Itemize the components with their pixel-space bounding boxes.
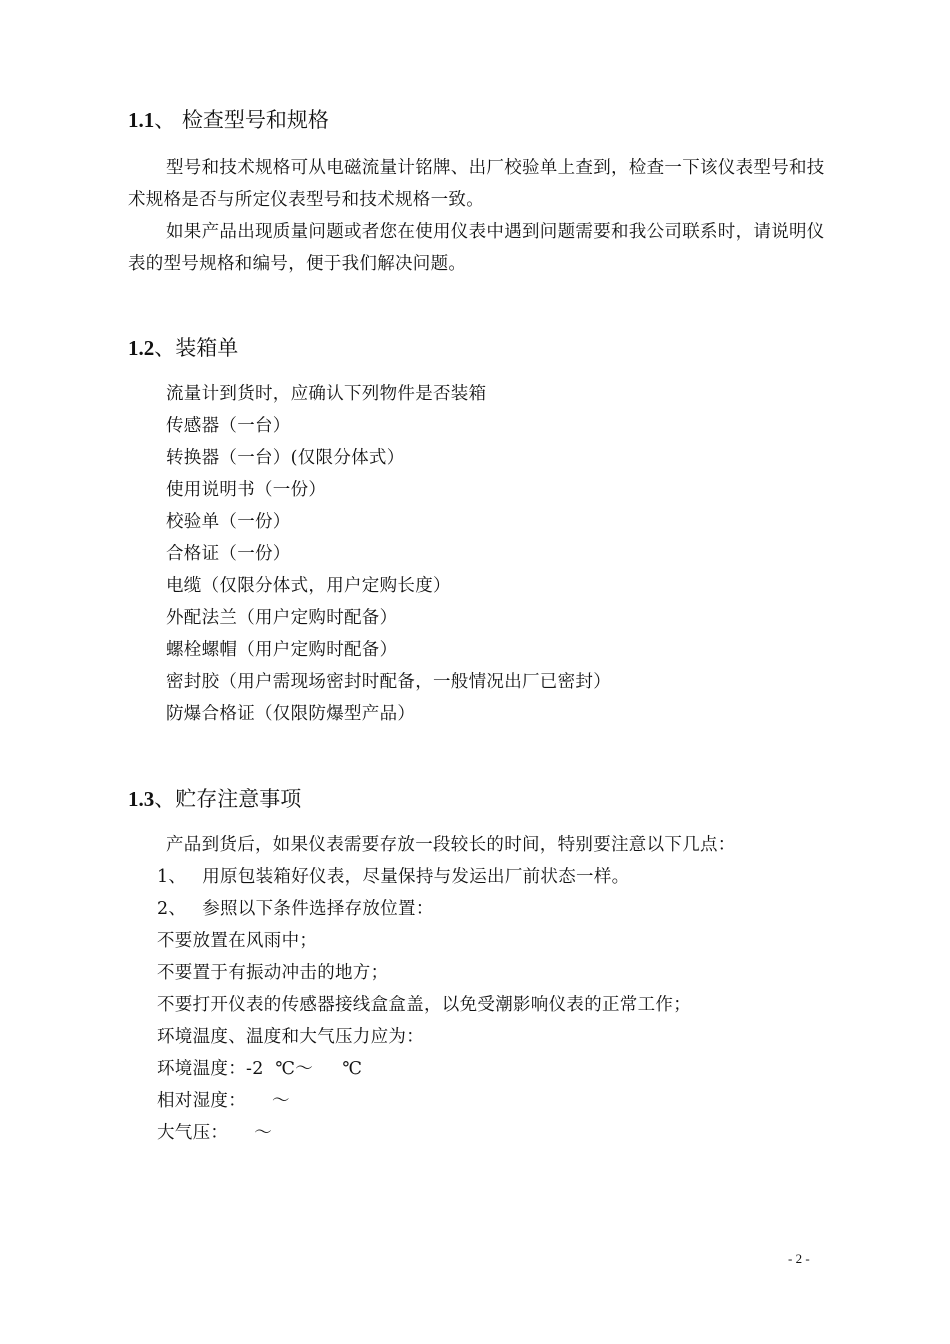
step-number: 2、 (157, 899, 187, 919)
section-1-1-title: 、 检查型号和规格 (154, 108, 329, 132)
storage-condition: 不要置于有振动冲击的地方； (157, 963, 389, 983)
section-1-1-number: 1.1 (128, 108, 155, 132)
env-temperature-label: 环境温度： (157, 1059, 246, 1079)
storage-step-1 (157, 861, 629, 893)
step-text: 用原包装箱好仪表，尽量保持与发运出厂前状态一样。 (202, 867, 630, 887)
storage-intro: 产品到货后，如果仪表需要存放一段较长的时间，特别要注意以下几点： (166, 835, 736, 855)
list-item: 防爆合格证（仅限防爆型产品） (166, 704, 416, 724)
step-number: 1、 (157, 867, 187, 887)
list-item: 螺栓螺帽（用户定购时配备） (166, 640, 398, 660)
env-humidity-value: ～ (272, 1091, 290, 1111)
list-item: 使用说明书（一份） (166, 480, 327, 500)
section-1-1-paragraph-1: 型号和技术规格可从电磁流量计铭牌、出厂校验单上查到，检查一下该仪表型号和技术规格是否与所定仪表型号和技术规格一致。 (128, 158, 825, 210)
section-1-1-heading (128, 106, 329, 134)
section-1-1-paragraph-2: 如果产品出现质量问题或者您在使用仪表中遇到问题需要和我公司联系时，请说明仪表的型号规格和编号，便于我们解决问题。 (128, 222, 825, 274)
list-item: 转换器（一台）(仅限分体式） (166, 448, 405, 468)
list-item: 流量计到货时，应确认下列物件是否装箱 (166, 384, 487, 404)
env-humidity-label: 相对湿度： (157, 1091, 246, 1111)
section-1-3-heading (128, 785, 301, 813)
storage-condition: 不要打开仪表的传感器接线盒盒盖，以免受潮影响仪表的正常工作； (157, 995, 691, 1015)
env-temperature (157, 1053, 362, 1085)
storage-condition: 不要放置在风雨中； (157, 931, 318, 951)
section-1-3-title: 、贮存注意事项 (154, 787, 302, 811)
env-pressure-value: ～ (254, 1123, 273, 1143)
step-text: 参照以下条件选择存放位置： (202, 899, 434, 919)
env-humidity (157, 1085, 290, 1117)
env-pressure-label: 大气压： (157, 1123, 229, 1143)
section-1-3-number: 1.3 (128, 787, 155, 811)
list-item: 电缆（仅限分体式，用户定购长度） (166, 576, 451, 596)
list-item: 密封胶（用户需现场密封时配备，一般情况出厂已密封） (166, 672, 611, 692)
section-1-2-title: 、装箱单 (154, 336, 239, 360)
section-1-2-heading (128, 334, 238, 362)
env-temperature-value: -2 ℃～ ℃ (246, 1059, 363, 1079)
list-item: 外配法兰（用户定购时配备） (166, 608, 398, 628)
storage-condition: 环境温度、温度和大气压力应为： (157, 1027, 424, 1047)
page-number: - 2 - (788, 1251, 810, 1266)
storage-step-2 (157, 893, 434, 925)
section-1-2-number: 1.2 (128, 336, 155, 360)
list-item: 传感器（一台） (166, 416, 291, 436)
env-pressure (157, 1117, 272, 1149)
list-item: 合格证（一份） (166, 544, 291, 564)
list-item: 校验单（一份） (166, 512, 291, 532)
